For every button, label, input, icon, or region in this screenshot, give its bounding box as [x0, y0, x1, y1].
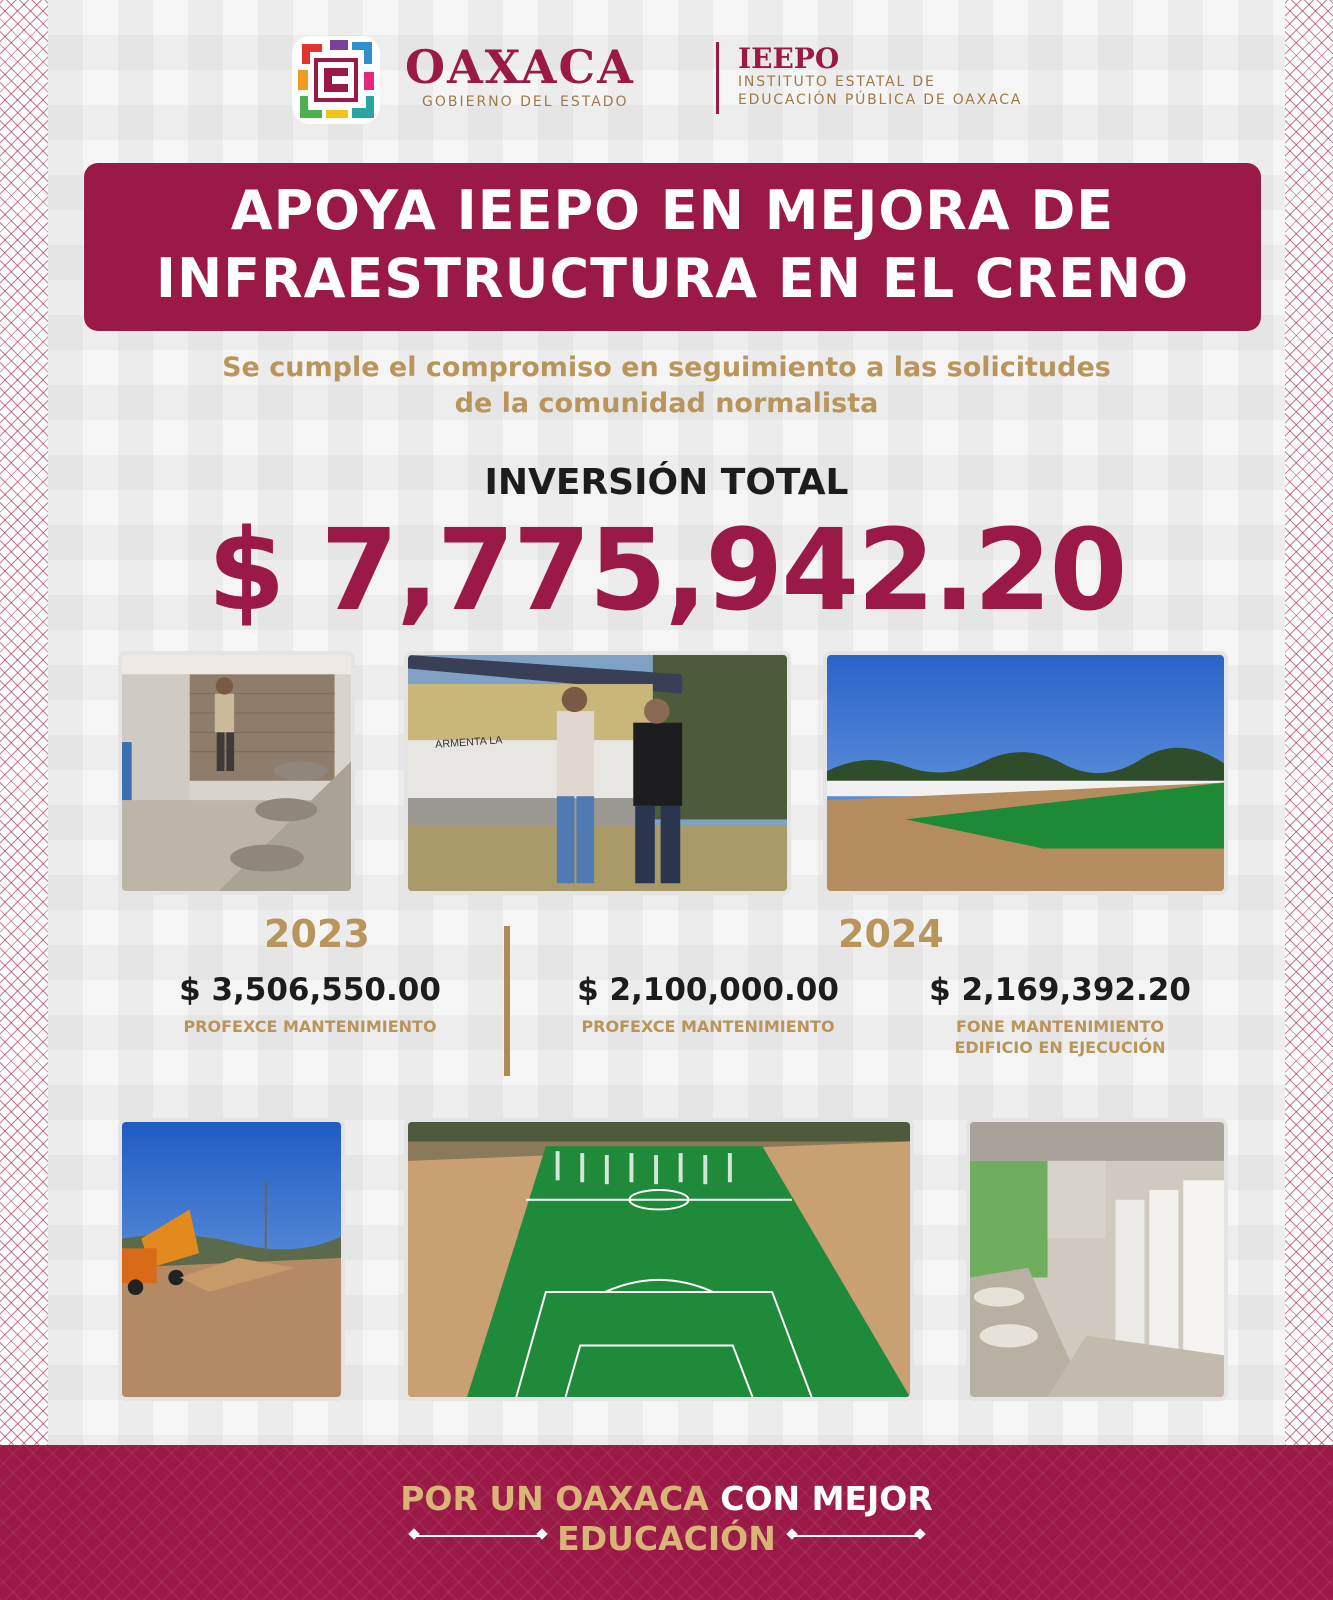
- label-2024-fone: [900, 1016, 1220, 1058]
- svg-text:ARMENTA LA: ARMENTA LA: [434, 734, 503, 751]
- photo-officials-inspection: [404, 651, 791, 895]
- amount-2024-profexce: $ 2,100,000.00: [577, 972, 839, 1008]
- title-banner: [84, 163, 1261, 331]
- footer-right-arrow-icon: [792, 1535, 920, 1537]
- label-2024-profexce: PROFEXCE MANTENIMIENTO: [581, 1017, 835, 1036]
- footer-slogan-part1: POR UN OAXACA: [400, 1479, 709, 1518]
- left-pattern-border: [0, 0, 48, 1445]
- footer-banner: [0, 1445, 1333, 1600]
- year-label-2023: 2023: [264, 912, 370, 956]
- oaxaca-government-logo-icon: [290, 34, 382, 126]
- header: [0, 30, 1333, 130]
- right-pattern-border: [1285, 0, 1333, 1445]
- ieepo-name: IEEPO: [738, 42, 840, 75]
- footer-slogan-part2: CON MEJOR: [720, 1479, 933, 1518]
- banner-line-2: INFRAESTRUCTURA EN EL CRENO: [155, 247, 1190, 310]
- label-2024-fone-line1: FONE MANTENIMIENTO: [955, 1017, 1164, 1036]
- header-divider: [716, 42, 719, 114]
- amount-2024-fone: $ 2,169,392.20: [929, 972, 1191, 1008]
- year-divider: [504, 926, 510, 1076]
- label-2023-profexce: PROFEXCE MANTENIMIENTO: [183, 1017, 437, 1036]
- photo-aerial-soccer-field: [404, 1118, 914, 1401]
- ieepo-subtitle-line1: INSTITUTO ESTATAL DE: [738, 74, 936, 90]
- subtitle-line-2: de la comunidad normalista: [454, 388, 879, 419]
- footer-slogan-line2: EDUCACIÓN: [557, 1519, 776, 1558]
- photo-dump-truck-earthwork: [118, 1118, 345, 1401]
- gov-name: OAXACA: [405, 40, 635, 94]
- photo-renovated-restroom: [966, 1118, 1228, 1401]
- footer-slogan-line1: [0, 1479, 1333, 1518]
- photo-restroom-construction: [118, 651, 355, 895]
- subtitle-line-1: Se cumple el compromiso en seguimiento a las solicitudes: [222, 352, 1111, 383]
- investment-label: INVERSIÓN TOTAL: [484, 462, 849, 503]
- label-2024-fone-line2: EDIFICIO EN EJECUCIÓN: [954, 1038, 1166, 1057]
- banner-line-1: APOYA IEEPO EN MEJORA DE: [230, 179, 1115, 242]
- photo-sports-field-turf: [823, 651, 1228, 895]
- investment-amount: $ 7,775,942.20: [207, 506, 1126, 636]
- gov-subtitle: GOBIERNO DEL ESTADO: [422, 94, 629, 110]
- year-label-2024: 2024: [838, 912, 944, 956]
- ieepo-subtitle-line2: EDUCACIÓN PÚBLICA DE OAXACA: [738, 92, 1023, 108]
- amount-2023-profexce: $ 3,506,550.00: [179, 972, 441, 1008]
